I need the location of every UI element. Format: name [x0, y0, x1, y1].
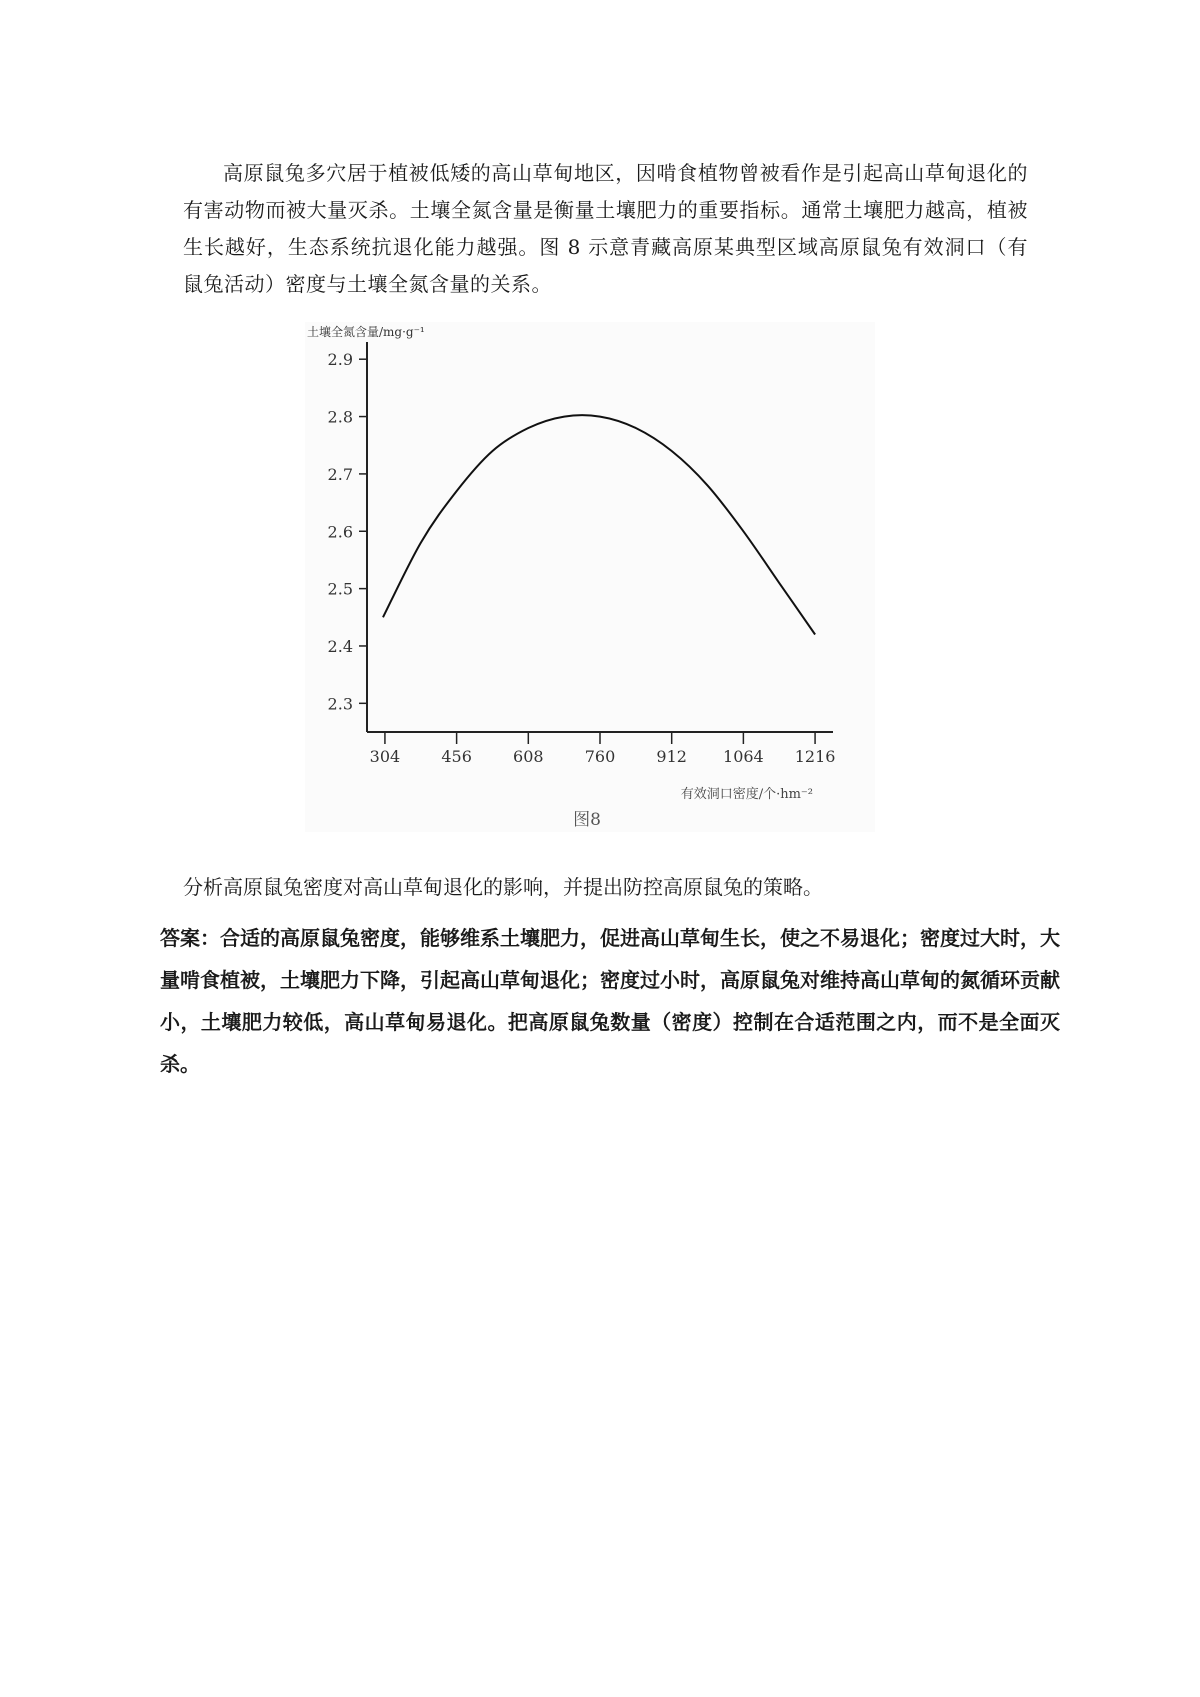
y-tick-label: 2.3 — [327, 694, 353, 714]
x-tick-label: 760 — [584, 747, 616, 766]
figure-caption: 图8 — [573, 810, 601, 830]
x-tick-label: 912 — [656, 747, 687, 766]
nitrogen-density-chart — [305, 322, 875, 832]
y-tick-label: 2.6 — [327, 522, 353, 542]
x-axis-label: 有效洞口密度/个·hm⁻² — [680, 787, 813, 802]
y-tick-label: 2.8 — [327, 407, 353, 427]
question-text: 分析高原鼠兔密度对高山草甸退化的影响，并提出防控高原鼠兔的策略。 — [183, 875, 823, 899]
y-tick-label: 2.4 — [327, 636, 353, 656]
answer-text: 答案：合适的高原鼠兔密度，能够维系土壤肥力，促进高山草甸生长，使之不易退化；密度过大时，大量啃食植被，土壤肥力下降，引起高山草甸退化；密度过小时，高原鼠兔对维持高山草甸的氮循环贡献小，土壤肥力较低，高山草甸易退化。把高原鼠兔数量（密度）控制在合适范围之内，而不是全面灭杀。 — [160, 926, 1060, 1076]
x-tick-label: 1216 — [794, 747, 836, 766]
x-tick-label: 608 — [513, 747, 544, 766]
figure-8 — [305, 322, 875, 832]
y-tick-label: 2.5 — [327, 579, 353, 599]
x-tick-label: 456 — [441, 747, 472, 766]
intro-paragraph: 高原鼠兔多穴居于植被低矮的高山草甸地区，因啃食植物曾被看作是引起高山草甸退化的有害动物而被大量灭杀。土壤全氮含量是衡量土壤肥力的重要指标。通常土壤肥力越高，植被 生长越好，生态系统抗退化能力越强。图 8 示意青藏高原某典型区域高原鼠兔有效洞口（有鼠兔活动）密度与土壤全氮含量的关系。 — [183, 161, 1028, 296]
y-axis-label: 土壤全氮含量/mg·g⁻¹ — [307, 325, 425, 339]
y-tick-label: 2.9 — [327, 350, 353, 370]
x-tick-label: 304 — [369, 747, 401, 766]
intro-text-block — [183, 155, 1028, 303]
x-tick-label: 1064 — [723, 747, 764, 766]
y-tick-label: 2.7 — [327, 464, 353, 484]
